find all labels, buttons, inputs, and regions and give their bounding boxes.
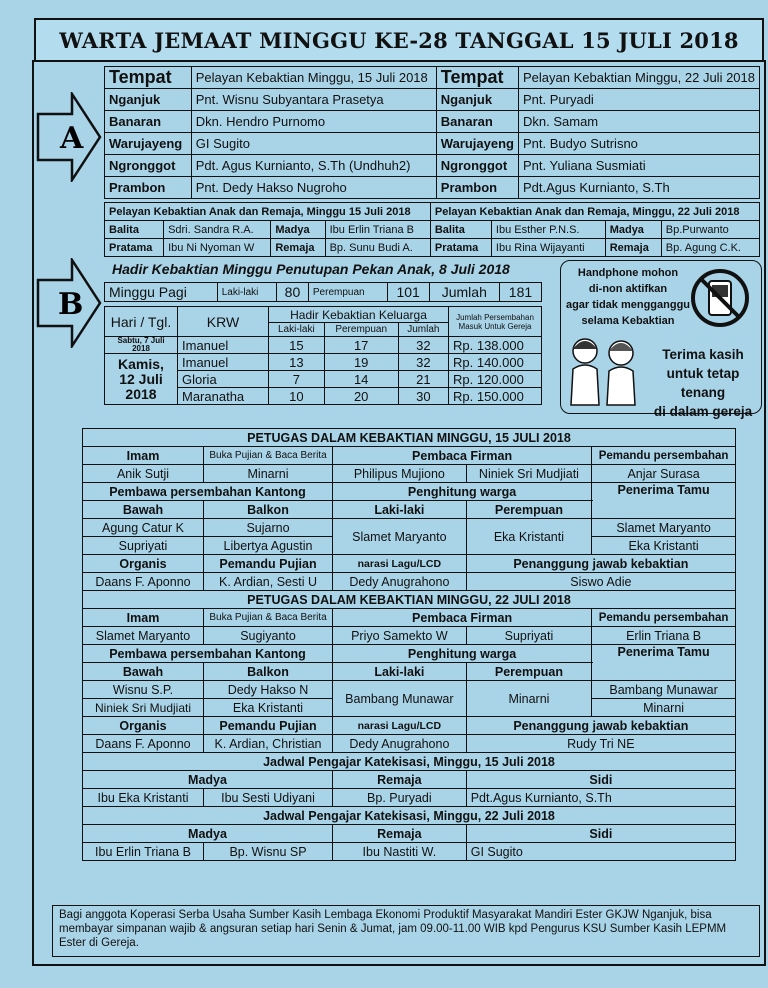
buka-cell: Sugiyanto: [204, 627, 333, 645]
notice-line: agar tidak mengganggu: [565, 299, 691, 311]
servant-cell: Ibu Esther P.N.S.: [491, 221, 605, 239]
no-phone-icon: [689, 267, 751, 329]
organis-header: Organis: [83, 555, 204, 573]
laki-cell: Bambang Munawar: [333, 681, 467, 717]
krw-cell: Gloria: [178, 371, 269, 388]
krw-cell: Imanuel: [178, 337, 269, 354]
kids-header-1: Pelayan Kebaktian Anak dan Remaja, Minggu 15 Juli 2018: [105, 203, 431, 221]
servant-cell: Ibu Ni Nyoman W: [164, 239, 271, 257]
pelayan-table: [104, 66, 760, 199]
page-title: WARTA JEMAAT MINGGU KE-28 TANGGAL 15 JULI 2018: [34, 18, 764, 62]
class-cell: Balita: [430, 221, 491, 239]
servant-cell: Pnt. Yuliana Susmiati: [519, 155, 760, 177]
thanks-line: Terima kasih: [662, 347, 744, 362]
male-label: Laki-laki: [217, 283, 276, 302]
bawah-cell: Agung Catur K: [83, 519, 204, 537]
thanks-line: di dalam gereja: [653, 404, 753, 419]
notice-line: selama Kebaktian: [581, 315, 675, 327]
hitung-header: Penghitung warga: [333, 483, 592, 501]
organis-header: Organis: [83, 717, 204, 735]
offering-cell: Rp. 140.000: [449, 354, 542, 371]
female-cell: 17: [324, 337, 398, 354]
narasi-header: narasi Lagu/LCD: [333, 555, 467, 573]
label-b: B: [58, 287, 84, 322]
table-row: [83, 735, 736, 753]
tamu-header: Penerima Tamu: [592, 645, 736, 681]
offering-cell: Rp. 138.000: [449, 337, 542, 354]
total-cell: 21: [398, 371, 448, 388]
bawah-cell: Niniek Sri Mudjiati: [83, 699, 204, 717]
pujian-header: Pemandu Pujian: [204, 555, 333, 573]
buka-cell: Minarni: [204, 465, 333, 483]
petugas-block-15: [83, 429, 736, 591]
bawah-cell: Supriyati: [83, 537, 204, 555]
katekisasi-block-15: [83, 753, 736, 807]
female-cell: 19: [324, 354, 398, 371]
pj-cell: Siswo Adie: [466, 573, 735, 591]
place-cell: Nganjuk: [105, 89, 192, 111]
laki-header: Laki-laki: [333, 501, 467, 519]
kids-servant-table: [104, 202, 760, 257]
bawah-cell: Wisnu S.P.: [83, 681, 204, 699]
table-row: [105, 239, 760, 257]
madya-cell: Bp. Wisnu SP: [204, 843, 333, 861]
male-cell: 7: [269, 371, 325, 388]
balkon-header: Balkon: [204, 501, 333, 519]
servant-cell: Pdt. Agus Kurnianto, S.Th (Undhuh2): [191, 155, 436, 177]
female-cell: 20: [324, 388, 398, 405]
table-row: [83, 519, 736, 537]
place-cell: Prambon: [436, 177, 518, 199]
madya-cell: Ibu Erlin Triana B: [83, 843, 204, 861]
pujian-cell: K. Ardian, Sesti U: [204, 573, 333, 591]
total-cell: 30: [398, 388, 448, 405]
madya-cell: Ibu Sesti Udiyani: [204, 789, 333, 807]
female-header: Perempuan: [324, 323, 398, 337]
firman-cell: Niniek Sri Mudjiati: [466, 465, 591, 483]
table-row: [83, 789, 736, 807]
firman-cell: Supriyati: [466, 627, 591, 645]
table-row: [83, 465, 736, 483]
krw-cell: Imanuel: [178, 354, 269, 371]
kantong-header: Pembawa persembahan Kantong: [83, 645, 333, 663]
madya-header: Madya: [83, 825, 333, 843]
date-day: Kamis,: [118, 355, 164, 372]
servant-cell: Pnt. Puryadi: [519, 89, 760, 111]
remaja-header: Remaja: [333, 825, 467, 843]
place-cell: Warujayeng: [436, 133, 518, 155]
sidi-cell: GI Sugito: [466, 843, 735, 861]
katekisasi-title: Jadwal Pengajar Katekisasi, Minggu, 22 Juli 2018: [83, 807, 736, 825]
petugas-table: [82, 428, 736, 861]
balkon-header: Balkon: [204, 663, 333, 681]
pemandu-cell: Erlin Triana B: [592, 627, 736, 645]
total-header: Jumlah: [398, 323, 448, 337]
perempuan-header: Perempuan: [466, 663, 591, 681]
balkon-cell: Eka Kristanti: [204, 699, 333, 717]
servant-cell: Bp. Sunu Budi A.: [325, 239, 430, 257]
madya-cell: Ibu Eka Kristanti: [83, 789, 204, 807]
narasi-cell: Dedy Anugrahono: [333, 573, 467, 591]
table-row: [105, 354, 542, 371]
servant-cell: Bp.Purwanto: [661, 221, 759, 239]
remaja-header: Remaja: [333, 771, 467, 789]
pj-cell: Rudy Tri NE: [466, 735, 735, 753]
kids-header-2: Pelayan Kebaktian Anak dan Remaja, Minggu, 22 Juli 2018: [430, 203, 759, 221]
krw-cell: Maranatha: [178, 388, 269, 405]
balkon-cell: Sujarno: [204, 519, 333, 537]
organis-cell: Daans F. Aponno: [83, 573, 204, 591]
katekisasi-title: Jadwal Pengajar Katekisasi, Minggu, 15 Juli 2018: [83, 753, 736, 771]
class-cell: Pratama: [105, 239, 164, 257]
class-cell: Madya: [271, 221, 325, 239]
total-cell: 32: [398, 337, 448, 354]
servant-cell: Pdt.Agus Kurnianto, S.Th: [519, 177, 760, 199]
firman-cell: Philipus Mujiono: [333, 465, 467, 483]
petugas-title: PETUGAS DALAM KEBAKTIAN MINGGU, 15 JULI 2018: [83, 429, 736, 447]
day-header: Hari / Tgl.: [105, 307, 178, 337]
table-row: [83, 843, 736, 861]
offering-header: Jumlah Persembahan Masuk Untuk Gereja: [449, 307, 542, 337]
kantong-header: Pembawa persembahan Kantong: [83, 483, 333, 501]
table-row: [83, 627, 736, 645]
perempuan-cell: Minarni: [466, 681, 591, 717]
hitung-header: Penghitung warga: [333, 645, 592, 663]
phone-notice: [560, 260, 762, 419]
place-cell: Warujayeng: [105, 133, 192, 155]
perempuan-header: Perempuan: [466, 501, 591, 519]
imam-header: Imam: [83, 447, 204, 465]
notice-line: Handphone mohon: [577, 267, 679, 279]
krw-header: KRW: [178, 307, 269, 337]
arrow-a-icon: [36, 92, 102, 182]
arrow-b-icon: [36, 258, 102, 348]
table-row: [83, 681, 736, 699]
class-cell: Balita: [105, 221, 164, 239]
place-cell: Ngronggot: [436, 155, 518, 177]
firman-header: Pembaca Firman: [333, 609, 592, 627]
organis-cell: Daans F. Aponno: [83, 735, 204, 753]
buka-header: Buka Pujian & Baca Berita: [204, 609, 333, 627]
sidi-header: Sidi: [466, 825, 735, 843]
sidi-cell: Pdt.Agus Kurnianto, S.Th: [466, 789, 735, 807]
male-count: 80: [277, 283, 309, 302]
class-cell: Remaja: [271, 239, 325, 257]
balkon-cell: Dedy Hakso N: [204, 681, 333, 699]
katekisasi-block-22: [83, 807, 736, 861]
imam-cell: Anik Sutji: [83, 465, 204, 483]
male-cell: 13: [269, 354, 325, 371]
table-row: [105, 337, 542, 354]
imam-header: Imam: [83, 609, 204, 627]
pj-header: Penanggung jawab kebaktian: [466, 717, 735, 735]
laki-cell: Slamet Maryanto: [333, 519, 467, 555]
sidi-header: Sidi: [466, 771, 735, 789]
table-row: [83, 573, 736, 591]
madya-header: Madya: [83, 771, 333, 789]
perempuan-cell: Eka Kristanti: [466, 519, 591, 555]
pj-header: Penanggung jawab kebaktian: [466, 555, 735, 573]
servant-cell: Pnt. Dedy Hakso Nugroho: [191, 177, 436, 199]
offering-cell: Rp. 150.000: [449, 388, 542, 405]
male-header: Laki-laki: [269, 323, 325, 337]
narasi-header: narasi Lagu/LCD: [333, 717, 467, 735]
remaja-cell: Ibu Nastiti W.: [333, 843, 467, 861]
place-cell: Ngronggot: [105, 155, 192, 177]
attendance-title: Hadir Kebaktian Minggu Penutupan Pekan Anak, 8 Juli 2018: [112, 261, 510, 277]
servant-cell: Ibu Erlin Triana B: [325, 221, 430, 239]
total-count: 181: [499, 283, 541, 302]
tempat-header-2: Tempat: [436, 67, 518, 89]
service-label: Minggu Pagi: [105, 283, 218, 302]
pemandu-header: Pemandu persembahan: [592, 609, 736, 627]
laki-header: Laki-laki: [333, 663, 467, 681]
narasi-cell: Dedy Anugrahono: [333, 735, 467, 753]
petugas-title: PETUGAS DALAM KEBAKTIAN MINGGU, 22 JULI 2018: [83, 591, 736, 609]
date-cell: Sabtu, 7 Juli 2018: [105, 337, 178, 354]
remaja-cell: Bp. Puryadi: [333, 789, 467, 807]
place-cell: Prambon: [105, 177, 192, 199]
servant-cell: Dkn. Samam: [519, 111, 760, 133]
servant-cell: Pnt. Budyo Sutrisno: [519, 133, 760, 155]
pemandu-cell: Anjar Surasa: [592, 465, 736, 483]
petugas-block-22: [83, 591, 736, 753]
family-attendance-table: [104, 306, 542, 405]
servant-cell: Pnt. Wisnu Subyantara Prasetya: [191, 89, 436, 111]
tamu-cell: Minarni: [592, 699, 736, 717]
female-cell: 14: [324, 371, 398, 388]
class-cell: Pratama: [430, 239, 491, 257]
place-cell: Nganjuk: [436, 89, 518, 111]
buka-header: Buka Pujian & Baca Berita: [204, 447, 333, 465]
tamu-cell: Eka Kristanti: [592, 537, 736, 555]
notice-line: di-non aktifkan: [588, 283, 668, 295]
table-row: [105, 133, 760, 155]
imam-cell: Slamet Maryanto: [83, 627, 204, 645]
praying-children-icon: [563, 333, 647, 409]
male-cell: 10: [269, 388, 325, 405]
tempat-header-1: Tempat: [105, 67, 192, 89]
male-cell: 15: [269, 337, 325, 354]
servant-cell: GI Sugito: [191, 133, 436, 155]
attendance-summary-table: [104, 282, 542, 302]
class-cell: Remaja: [605, 239, 661, 257]
tamu-cell: Bambang Munawar: [592, 681, 736, 699]
pelayan-header-2: Pelayan Kebaktian Minggu, 22 Juli 2018: [519, 67, 760, 89]
pujian-header: Pemandu Pujian: [204, 717, 333, 735]
firman-cell: Priyo Samekto W: [333, 627, 467, 645]
date-date: 12 Juli 2018: [119, 370, 163, 402]
class-cell: Madya: [605, 221, 661, 239]
pelayan-header-1: Pelayan Kebaktian Minggu, 15 Juli 2018: [191, 67, 436, 89]
servant-cell: Ibu Rina Wijayanti: [491, 239, 605, 257]
servant-cell: Bp. Agung C.K.: [661, 239, 759, 257]
pujian-cell: K. Ardian, Christian: [204, 735, 333, 753]
place-cell: Banaran: [436, 111, 518, 133]
label-a: A: [60, 121, 84, 156]
pemandu-header: Pemandu persembahan: [592, 447, 736, 465]
total-cell: 32: [398, 354, 448, 371]
thanks-line: untuk tetap tenang: [666, 366, 740, 400]
balkon-cell: Libertya Agustin: [204, 537, 333, 555]
table-row: [105, 177, 760, 199]
table-row: [105, 155, 760, 177]
total-label: Jumlah: [429, 283, 499, 302]
koperasi-notice: Bagi anggota Koperasi Serba Usaha Sumber Kasih Lembaga Ekonomi Produktif Masyarakat Mandiri Ester GKJW Nganjuk, bisa membayar simpanan wajib & angsuran setiap hari Senin & Jumat, jam 09.00-11.00 WIB kpd Pengurus KSU Sumber Kasih LEPMM Ester di Gereja.: [52, 905, 760, 957]
family-group-header: Hadir Kebaktian Keluarga: [269, 307, 449, 323]
tamu-cell: Slamet Maryanto: [592, 519, 736, 537]
offering-cell: Rp. 120.000: [449, 371, 542, 388]
servant-cell: Dkn. Hendro Purnomo: [191, 111, 436, 133]
table-row: [105, 89, 760, 111]
table-row: [105, 111, 760, 133]
table-row: [105, 221, 760, 239]
female-label: Perempuan: [308, 283, 387, 302]
tamu-header: Penerima Tamu: [592, 483, 736, 519]
bawah-header: Bawah: [83, 663, 204, 681]
female-count: 101: [387, 283, 429, 302]
bawah-header: Bawah: [83, 501, 204, 519]
place-cell: Banaran: [105, 111, 192, 133]
date-cell: [105, 354, 178, 405]
firman-header: Pembaca Firman: [333, 447, 592, 465]
servant-cell: Sdri. Sandra R.A.: [164, 221, 271, 239]
